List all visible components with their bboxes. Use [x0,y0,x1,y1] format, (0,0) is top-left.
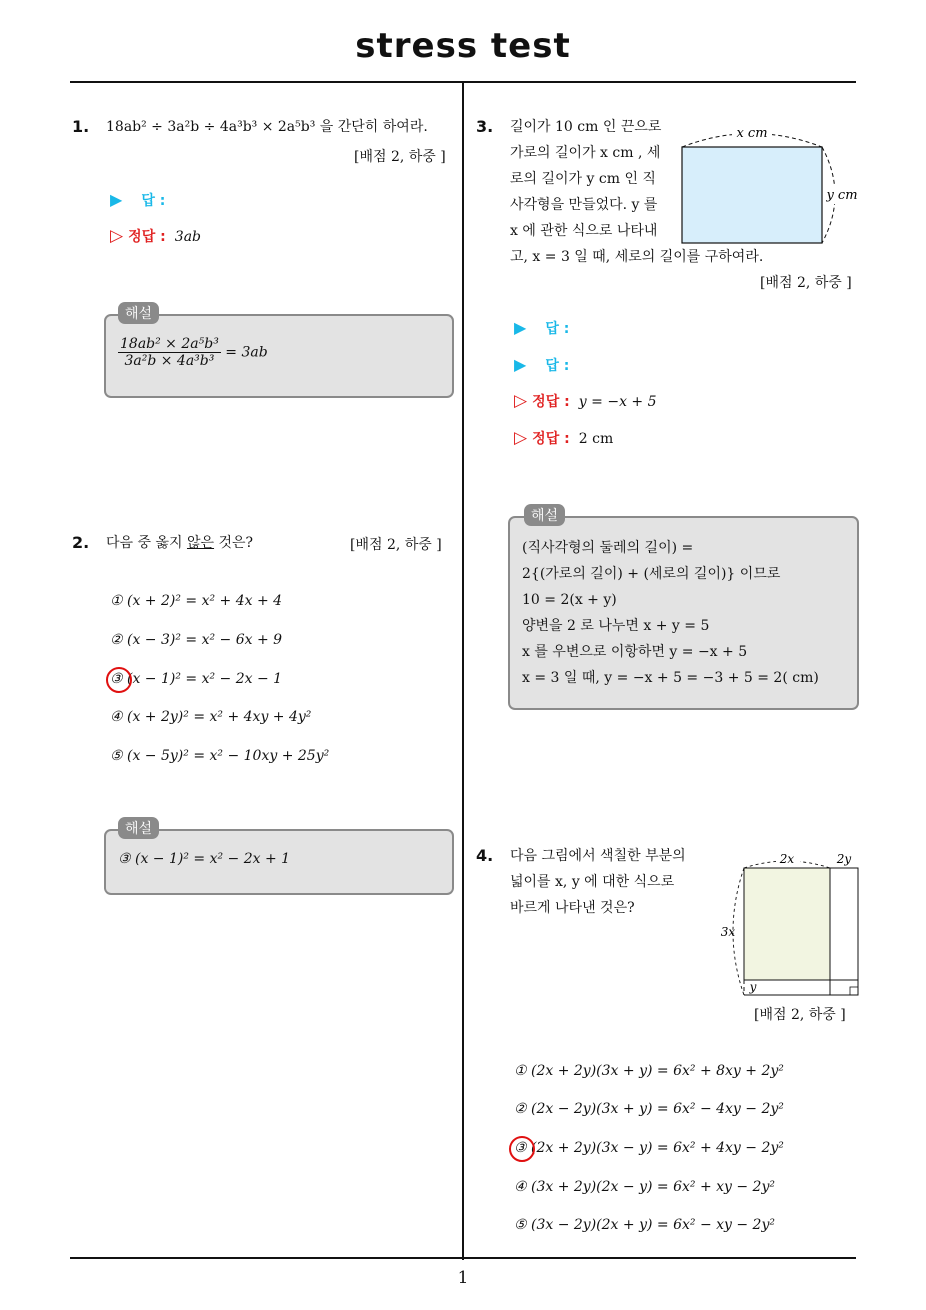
q1-result: = 3ab [225,344,268,361]
q2-question-post: 것은? [214,535,254,551]
q3-answer-label-1: 답 : [545,321,570,337]
q3-answer-row-1 [514,318,569,338]
q3-exp-line-6: x = 3 일 때, y = −x + 5 = −3 + 5 = 2( cm) [522,670,819,686]
q4-score: [배점 2, 하중 ] [754,1007,846,1023]
q4-option-4[interactable]: ④ (3x + 2y)(2x − y) = 6x² + xy − 2y² [514,1179,775,1195]
q3-top-label: x cm [736,126,768,141]
q3-line-5: x 에 관한 식으로 나타내 [510,223,658,239]
q3-exp-line-1: (직사각형의 둘레의 길이) = [522,540,694,556]
q3-correct-row-2 [514,428,613,448]
q2-option-1[interactable]: ① (x + 2)² = x² + 4x + 4 [110,593,283,609]
q3-correct-row-1 [514,391,657,411]
q3-exp-line-3: 10 = 2(x + y) [522,592,617,608]
q4-question [510,843,710,921]
q3-correct-value-2: 2 cm [578,431,614,447]
q2-option-4[interactable]: ④ (x + 2y)² = x² + 4xy + 4y² [110,709,312,725]
q1-denominator: 3a²b × 4a³b³ [124,353,215,369]
q3-line-3: 로의 길이가 y cm 인 직 [510,171,656,187]
q3-correct-label-2: 정답 : [532,431,570,447]
q3-line-1: 길이가 10 cm 인 끈으로 [510,119,662,135]
q3-side-label: y cm [826,188,858,203]
q3-rectangle [682,147,822,243]
q2-question-pre: 다음 중 옳지 [106,535,187,551]
q4-bottom-label: y [749,980,757,994]
q3-rectangle-figure [670,122,860,246]
q1-number: 1. [72,117,90,136]
q3-line-6: 고, x = 3 일 때, 세로의 길이를 구하여라. [510,249,764,265]
q3-question [510,114,764,270]
q4-line-2: 넓이를 x, y 에 대한 식으로 [510,874,675,890]
q2-option-2[interactable]: ② (x − 3)² = x² − 6x + 9 [110,632,283,648]
q3-score: [배점 2, 하중 ] [760,275,852,291]
q3-answer-row-2 [514,355,569,375]
q4-right-angle-icon [850,987,858,995]
q4-shaded-region [744,868,830,980]
q1-correct-label: 정답 : [128,229,166,245]
q3-exp-line-5: x 를 우변으로 이항하면 y = −x + 5 [522,644,748,660]
q2-score: [배점 2, 하중 ] [350,537,442,553]
answer-arrow-icon: ▶ [514,318,527,337]
q4-top-left-label: 2x [779,852,795,866]
q1-fraction [118,336,221,369]
q4-line-1: 다음 그림에서 색칠한 부분의 [510,848,686,864]
q3-number: 3. [476,117,494,136]
q4-right-strip [830,868,858,995]
correct-arrow-icon: ▷ [110,226,124,246]
page-title: stress test [355,26,571,66]
q3-line-2: 가로의 길이가 x cm , 세 [510,145,661,161]
q3-line-4: 사각형을 만들었다. y 를 [510,197,658,213]
answer-arrow-icon: ▶ [514,355,527,374]
q1-question: 18ab² ÷ 3a²b ÷ 4a³b³ × 2a⁵b³ 을 간단히 하여라. [106,119,428,135]
q3-correct-value-1: y = −x + 5 [578,394,657,410]
q3-exp-line-4: 양변을 2 로 나누면 x + y = 5 [522,618,710,634]
q4-option-2[interactable]: ② (2x − 2y)(3x + y) = 6x² − 4xy − 2y² [514,1101,784,1117]
q2-explanation-tag: 해설 [118,817,159,839]
q1-explanation [118,336,268,369]
q4-area-figure [714,848,862,1000]
q1-correct-value: 3ab [174,229,202,245]
q2-question-emphasis: 않은 [186,535,215,551]
q1-score: [배점 2, 하중 ] [354,149,446,165]
q2-option-3[interactable]: ③ (x − 1)² = x² − 2x − 1 [110,671,283,687]
q1-correct-row [110,226,201,246]
q1-explanation-tag: 해설 [118,302,159,324]
footer-rule [70,1257,856,1259]
q2-option-5[interactable]: ⑤ (x − 5y)² = x² − 10xy + 25y² [110,748,330,764]
q4-side-label: 3x [720,925,736,939]
correct-arrow-icon: ▷ [514,391,528,411]
q2-explanation: ③ (x − 1)² = x² − 2x + 1 [118,851,291,867]
q2-question [106,530,253,556]
q1-answer-row [110,190,165,210]
q3-explanation [522,535,819,691]
q1-numerator: 18ab² × 2a⁵b³ [120,336,219,352]
q4-option-3[interactable]: ③ (2x + 2y)(3x − y) = 6x² + 4xy − 2y² [514,1140,784,1156]
q3-exp-line-2: 2{(가로의 길이) + (세로의 길이)} 이므로 [522,566,781,582]
q4-top-right-label: 2y [836,852,852,866]
correct-arrow-icon: ▷ [514,428,528,448]
q4-option-5[interactable]: ⑤ (3x − 2y)(2x + y) = 6x² − xy − 2y² [514,1217,775,1233]
q4-answer-circle-icon [509,1136,535,1162]
q1-answer-label: 답 : [141,193,166,209]
column-divider [462,83,464,1260]
q2-number: 2. [72,533,90,552]
q4-number: 4. [476,846,494,865]
answer-arrow-icon: ▶ [110,190,123,209]
q3-explanation-tag: 해설 [524,504,565,526]
q4-option-1[interactable]: ① (2x + 2y)(3x + y) = 6x² + 8xy + 2y² [514,1063,784,1079]
q2-answer-circle-icon [106,667,132,693]
q3-answer-label-2: 답 : [545,358,570,374]
q4-line-3: 바르게 나타낸 것은? [510,900,635,916]
q3-correct-label-1: 정답 : [532,394,570,410]
page-number: 1 [457,1268,469,1288]
